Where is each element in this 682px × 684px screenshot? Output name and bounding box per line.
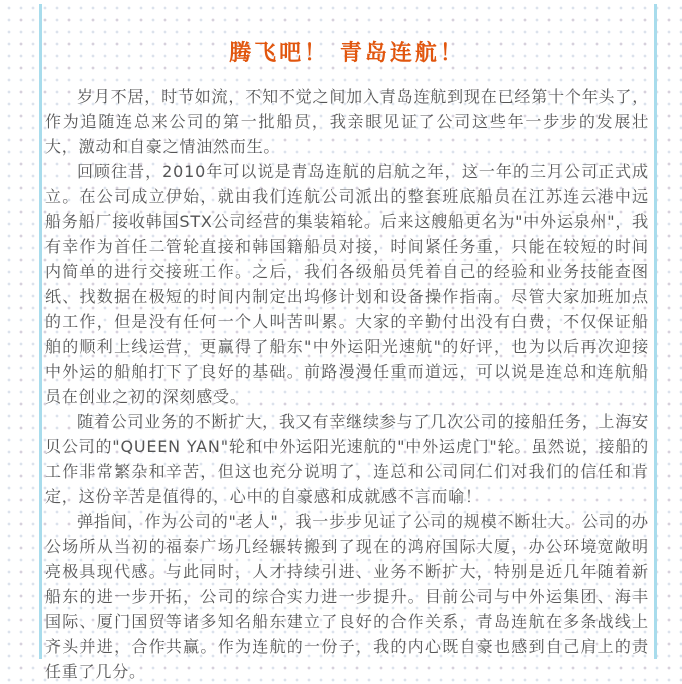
article-content bbox=[45, 0, 649, 684]
right-border-line bbox=[654, 4, 657, 659]
paragraph: 回顾往昔，2010年可以说是青岛连航的启航之年，这一年的三月公司正式成立。在公司成立伊始，就由我们连航公司派出的整套班底船员在江苏连云港中远船务船厂接收韩国STX公司经营的集装箱轮。后来这艘船更名为"中外运泉州"，我有幸作为首任二管轮直接和韩国籍船员对接，时间紧任务重，只能在较短的时间内简单的进行交接班工作。之后，我们各级船员凭着自己的经验和业务技能查图纸、找数据在极短的时间内制定出坞修计划和设备操作指南。尽管大家加班加点的工作，但是没有任何一个人叫苦叫累。大家的辛勤付出没有白费，不仅保证船舶的顺利上线运营，更赢得了船东"中外运阳光速航"的好评，也为以后再次迎接中外运的船舶打下了良好的基础。前路漫漫任重而道远，可以说是连总和连航船员在创业之初的深刻感受。 bbox=[45, 162, 650, 406]
paragraph: 随着公司业务的不断扩大，我又有幸继续参与了几次公司的接船任务，上海安贝公司的"QUEEN YAN"轮和中外运阳光速航的"中外运虎门"轮。虽然说，接船的工作非常繁杂和辛苦，但这也充分说明了，连总和公司同仁们对我们的信任和肯定，这份辛苦是值得的，心中的自豪感和成就感不言而喻！ bbox=[45, 412, 649, 506]
paragraph: 弹指间，作为公司的"老人"，我一步步见证了公司的规模不断壮大。公司的办公场所从当初的福泰广场几经辗转搬到了现在的鸿府国际大厦，办公环境宽敞明亮极具现代感。与此同时，人才持续引进、业务不断扩大，特别是近几年随着新船东的进一步开拓，公司的综合实力进一步提升。目前公司与中外运集团、海丰国际、厦门国贸等诸多知名船东建立了良好的合作关系，青岛连航在多条战线上齐头并进，合作共赢。作为连航的一份子，我的内心既自豪也感到自己肩上的责任重了几分。 bbox=[45, 512, 649, 681]
left-border-line bbox=[39, 4, 42, 659]
paragraph: 岁月不居，时节如流，不知不觉之间加入青岛连航到现在已经第十个年头了，作为追随连总来公司的第一批船员，我亲眼见证了公司这些年一步步的发展壮大，激动和自豪之情油然而生。 bbox=[45, 87, 649, 156]
page-title: 腾飞吧！ 青岛连航！ bbox=[229, 41, 465, 66]
